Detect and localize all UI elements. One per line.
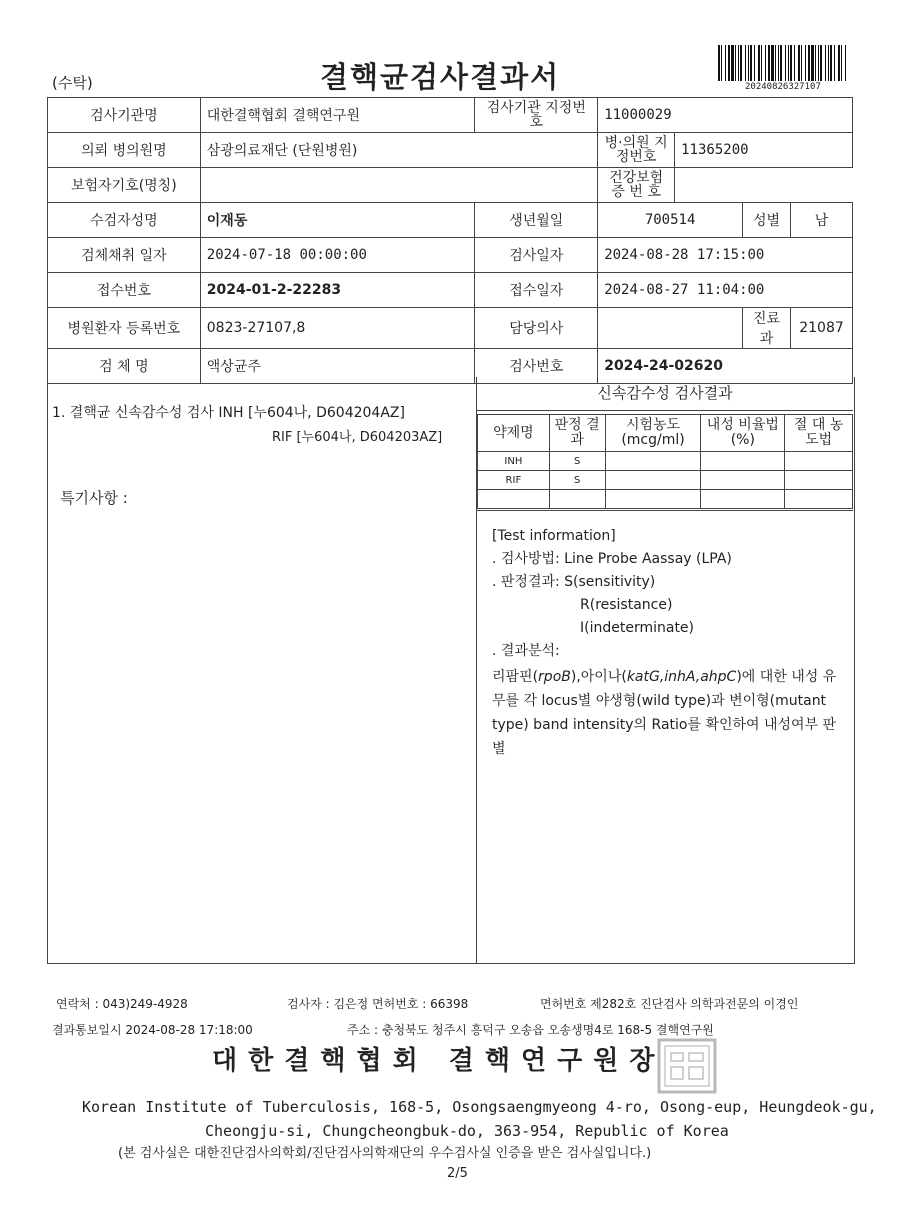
sex-value: 남 <box>790 203 852 238</box>
hosp-code-label: 병·의원 지정번호 <box>598 133 675 168</box>
inst-code-value: 11000029 <box>598 98 853 133</box>
ast-title-box <box>477 377 853 411</box>
receipt-no-value: 2024-01-2-22283 <box>200 273 475 308</box>
test-item-line1: 1. 결핵균 신속감수성 검사 INH [누604나, D604204AZ] <box>52 405 405 421</box>
gene-rpob: rpoB <box>538 669 571 685</box>
document-title: 결핵균검사결과서 <box>320 60 561 94</box>
report-datetime: 결과통보일시 2024-08-28 17:18:00 <box>52 1023 253 1037</box>
abs-cell <box>785 452 853 471</box>
abs-cell <box>785 471 853 490</box>
ast-title: 신속감수성 검사결과 <box>597 384 733 402</box>
table-row <box>48 238 853 273</box>
header-drug: 약제명 <box>478 415 550 452</box>
ratio-cell <box>701 490 785 509</box>
conc-cell <box>605 452 701 471</box>
reg-no-label: 병원환자 등록번호 <box>48 308 201 349</box>
institute-name-english: Korean Institute of Tuberculosis, 168-5, Osongsaengmyeong 4-ro, Osong-eup, Heungdeok-gu, <box>82 1098 877 1116</box>
hosp-code-value: 11365200 <box>675 133 853 168</box>
ratio-cell <box>701 452 785 471</box>
page-number: 2/5 <box>447 1166 468 1181</box>
test-date-value: 2024-08-28 17:15:00 <box>598 238 853 273</box>
table-row <box>48 308 853 349</box>
analysis-part-b: ),아이나( <box>570 669 627 685</box>
info-method: . 검사방법: Line Probe Aassay (LPA) <box>492 551 732 567</box>
barcode-number: 20240826327107 <box>745 82 821 92</box>
result-cell <box>549 490 605 509</box>
test-no-label: 검사번호 <box>475 349 598 384</box>
table-row <box>48 98 853 133</box>
contact-info: 연락처 : 043)249-4928 <box>56 997 188 1011</box>
result-cell: S <box>549 471 605 490</box>
ast-result-table <box>477 414 853 509</box>
drug-cell: INH <box>478 452 550 471</box>
info-analysis-label: . 결과분석: <box>492 643 560 659</box>
info-judge: . 판정결과: S(sensitivity) <box>492 574 656 590</box>
barcode-icon <box>718 45 848 81</box>
conc-cell <box>605 490 701 509</box>
receipt-date-value: 2024-08-27 11:04:00 <box>598 273 853 308</box>
reg-no-value: 0823-27107,8 <box>200 308 475 349</box>
dept-label: 진료과 <box>743 308 791 349</box>
insured-label: 보험자기호(명칭) <box>48 168 201 203</box>
test-no-value: 2024-24-02620 <box>598 349 853 384</box>
dob-label: 생년월일 <box>475 203 598 238</box>
test-date-label: 검사일자 <box>475 238 598 273</box>
req-hosp-label: 의뢰 병의원명 <box>48 133 201 168</box>
info-judge-i: I(indeterminate) <box>580 620 695 636</box>
header-result: 판정 결과 <box>549 415 605 452</box>
header-conc: 시험농도 (mcg/ml) <box>605 415 701 452</box>
drug-cell <box>478 490 550 509</box>
abs-cell <box>785 490 853 509</box>
institute-address-english: Cheongju-si, Chungcheongbuk-do, 363-954, Republic of Korea <box>205 1122 729 1140</box>
institute-name-korean: 대한결핵협회 결핵연구원장 <box>212 1046 666 1076</box>
table-row <box>478 490 853 509</box>
table-row <box>48 133 853 168</box>
info-heading: [Test information] <box>492 528 616 544</box>
test-information <box>492 525 732 663</box>
analysis-part-c: )에 대한 내성 유무를 각 locus별 야생형(wild type)과 변이형(mutant type) band intensity의 Ratio를 확인하여 내성여부 판별 <box>492 669 837 757</box>
gene-katg: katG,inhA,ahpC <box>626 669 737 685</box>
patient-info-table <box>47 97 853 384</box>
patient-value: 이재동 <box>200 203 475 238</box>
document-subtitle: (수탁) <box>52 74 93 92</box>
header-ratio: 내성 비율법(%) <box>701 415 785 452</box>
health-ins-label: 건강보험 증 번 호 <box>598 168 675 203</box>
table-row <box>48 273 853 308</box>
test-item-line2: RIF [누604나, D604203AZ] <box>272 430 443 445</box>
health-ins-value <box>675 168 853 203</box>
table-row <box>478 452 853 471</box>
institute-address: 주소 : 충청북도 청주시 흥덕구 오송읍 오송생명4로 168-5 결핵연구원 <box>347 1023 714 1037</box>
result-cell: S <box>549 452 605 471</box>
info-separator <box>477 510 853 511</box>
table-row <box>48 203 853 238</box>
certification-note: (본 검사실은 대한진단검사의학회/진단검사의학재단의 우수검사실 인증을 받은 검사실입니다.) <box>118 1146 652 1161</box>
insured-value <box>200 168 597 203</box>
director-info: 면허번호 제282호 진단검사 의학과전문의 이경인 <box>540 997 799 1011</box>
analysis-part-a: 리팜핀( <box>492 669 539 685</box>
specimen-value: 액상균주 <box>200 349 475 384</box>
header-abs: 절 대 농도법 <box>785 415 853 452</box>
doctor-value <box>598 308 743 349</box>
inst-code-label: 검사기관 지정번호 <box>475 98 598 133</box>
inst-name-label: 검사기관명 <box>48 98 201 133</box>
drug-cell: RIF <box>478 471 550 490</box>
collect-label: 검체채취 일자 <box>48 238 201 273</box>
patient-label: 수검자성명 <box>48 203 201 238</box>
collect-value: 2024-07-18 00:00:00 <box>200 238 475 273</box>
doctor-label: 담당의사 <box>475 308 598 349</box>
table-row <box>478 471 853 490</box>
inst-name-value: 대한결핵협회 결핵연구원 <box>200 98 475 133</box>
table-header-row <box>478 415 853 452</box>
info-judge-r: R(resistance) <box>580 597 673 613</box>
remarks-label: 특기사항 : <box>60 489 128 507</box>
dept-value: 21087 <box>790 308 852 349</box>
specimen-label: 검 체 명 <box>48 349 201 384</box>
analysis-text <box>492 665 840 761</box>
ratio-cell <box>701 471 785 490</box>
conc-cell <box>605 471 701 490</box>
receipt-no-label: 접수번호 <box>48 273 201 308</box>
table-row <box>48 168 853 203</box>
dob-value: 700514 <box>598 203 743 238</box>
examiner-info: 검사자 : 김은정 면허번호 : 66398 <box>287 997 469 1011</box>
sex-label: 성별 <box>743 203 791 238</box>
receipt-date-label: 접수일자 <box>475 273 598 308</box>
req-hosp-value: 삼광의료재단 (단원병원) <box>200 133 597 168</box>
